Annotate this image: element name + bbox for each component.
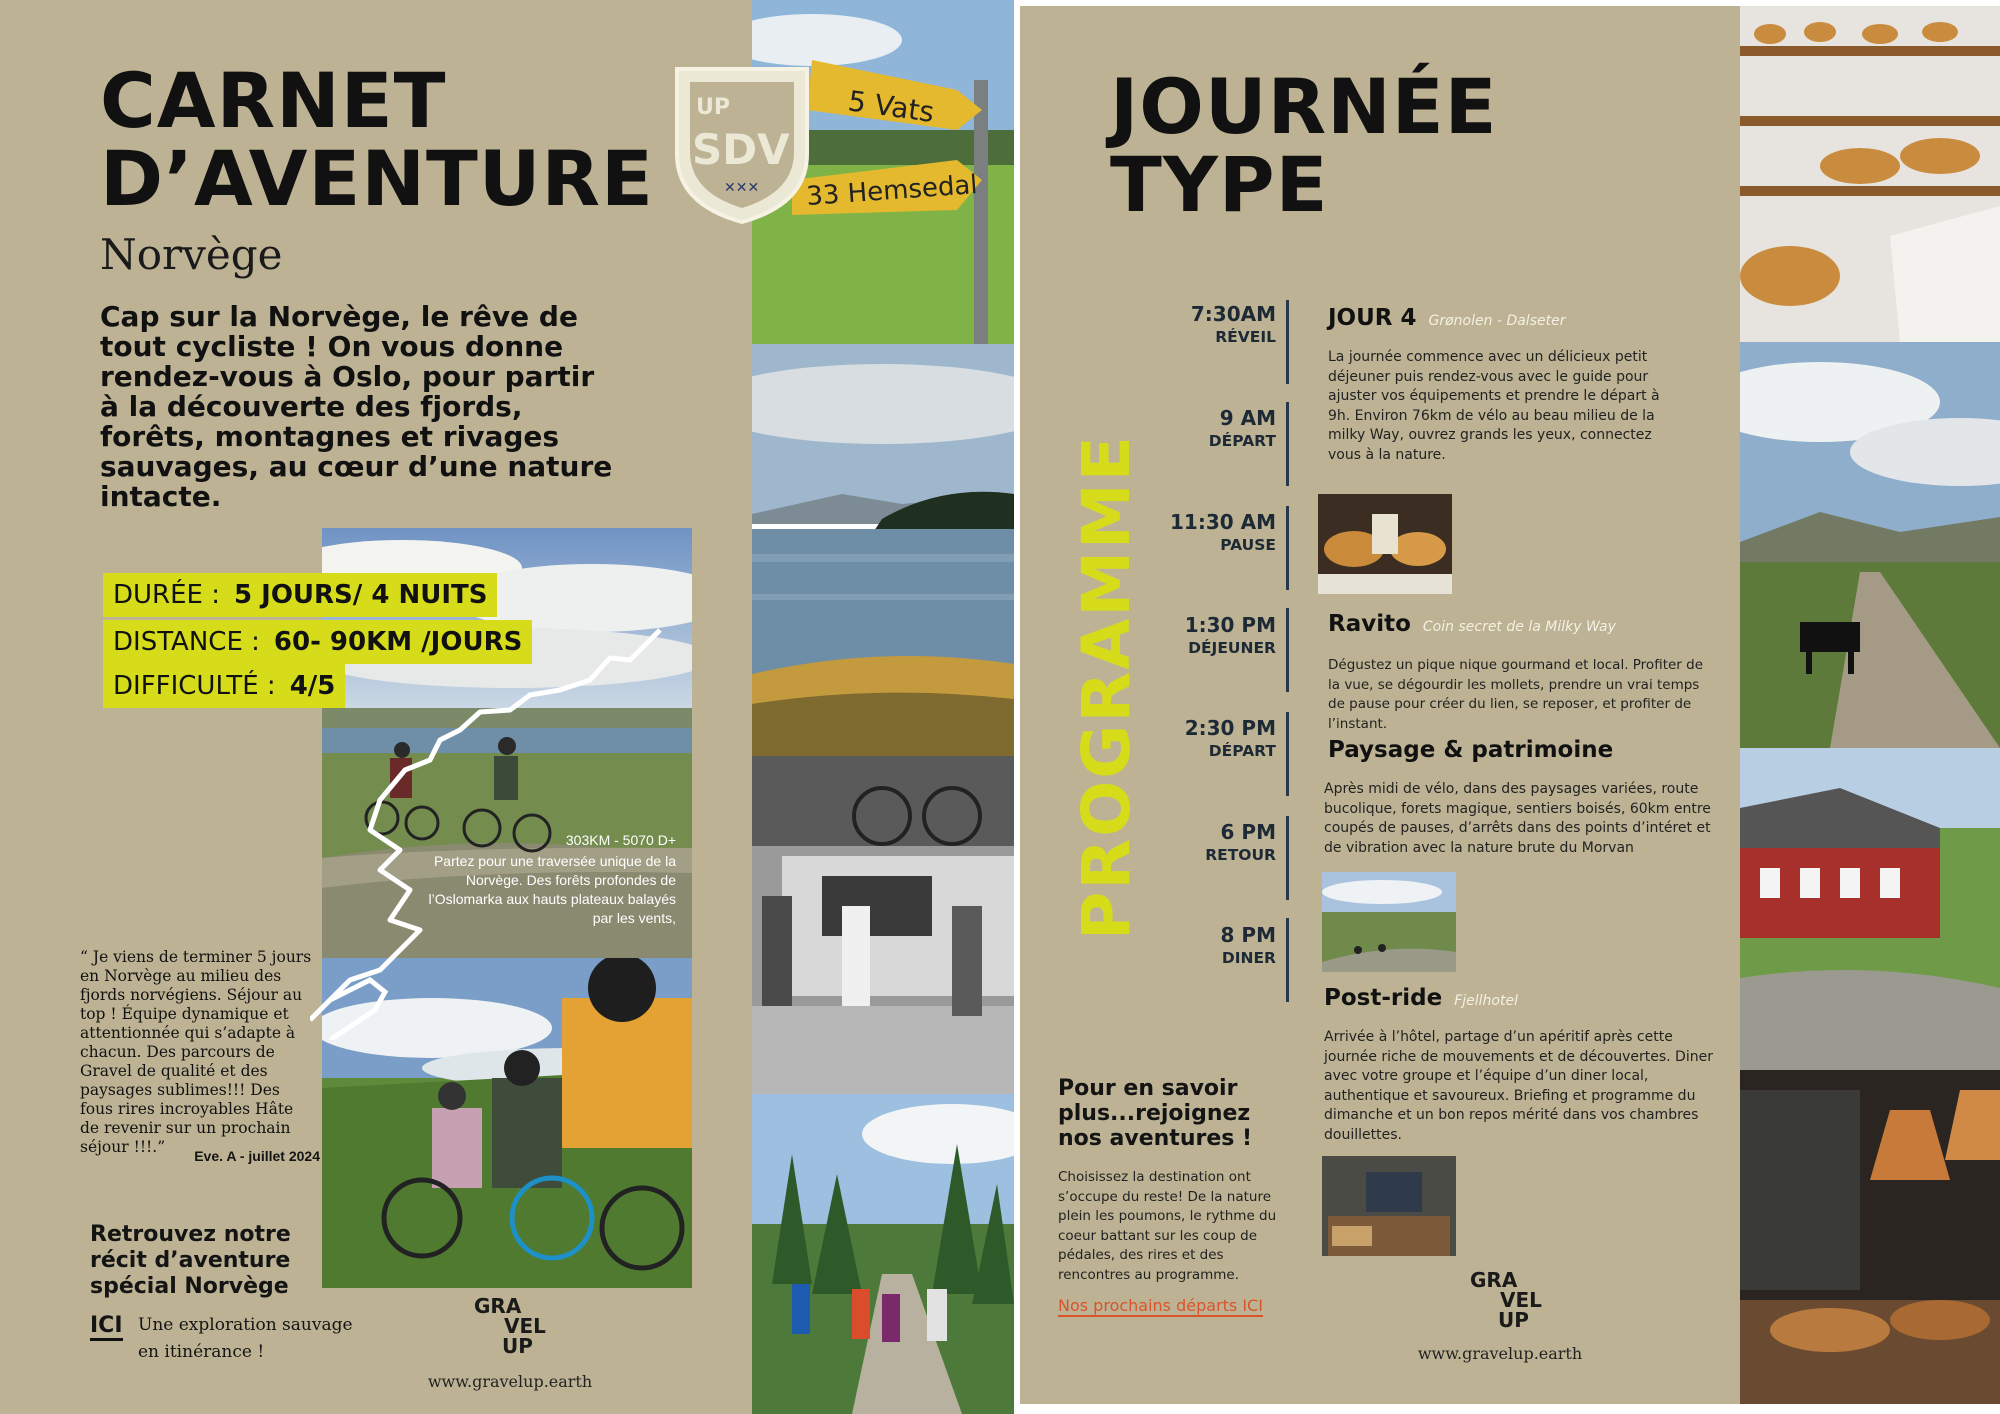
schedule-4-time: 2:30 PM <box>1184 716 1276 740</box>
schedule-bar-0 <box>1286 300 1289 384</box>
schedule-2-time: 11:30 AM <box>1169 510 1276 534</box>
right-title-line2: TYPE <box>1110 140 1329 229</box>
intro-text: Cap sur la Norvège, le rêve de tout cycliste ! On vous donne rendez-vous à Oslo, pour partir à la découverte des fjords, forêts, montagnes et rivages sauvages, au cœur d’une nature intacte. <box>100 300 613 513</box>
left-logo-line2: VEL <box>504 1314 546 1338</box>
cta-title: Pour en savoir plus...rejoignez nos aventures ! <box>1058 1076 1253 1151</box>
schedule-1 <box>1076 406 1276 452</box>
paysage-title: Paysage & patrimoine <box>1328 737 1614 763</box>
left-subtitle: Norvège <box>100 230 283 279</box>
day-title <box>1328 304 1565 335</box>
schedule-2 <box>1076 510 1276 556</box>
left-url: www.gravelup.earth <box>427 1372 593 1391</box>
ravito-text: Dégustez un pique nique gourmand et local. Profiter de la vue, se dégourdir les mollets, prendre un vrai temps de pause pour créer du lien, se reposer, et profiter de l’instant. <box>1328 657 1704 732</box>
route-stats: 303KM - 5070 D+ <box>565 832 676 848</box>
testimonial-quote: “ Je viens de terminer 5 jours en Norvège au milieu des fjords norvégiens. Séjour au top ! Équipe dynamique et attentionnée qui s’adapte à chacun. Des parcours de Gravel de qualité et des paysages sublimes!!! Des fous rires incroyables Hâte de revenir sur un prochain séjour !!!.” <box>80 948 312 1156</box>
postride-title-text: Post-ride <box>1324 985 1443 1011</box>
left-title-line1: CARNET <box>100 56 447 145</box>
stat-difficulte-label: DIFFICULTÉ : <box>113 671 276 701</box>
right-title-line1: JOURNÉE <box>1110 62 1498 151</box>
postride-place: Fjellhotel <box>1454 993 1518 1009</box>
sign-vats: 5 Vats <box>846 84 937 129</box>
left-title-line2: D’AVENTURE <box>100 134 654 223</box>
schedule-3-label: DÉJEUNER <box>1188 639 1276 657</box>
ici-link[interactable]: ICI <box>90 1314 123 1341</box>
lake-photo <box>752 344 1014 756</box>
schedule-0 <box>1076 302 1276 348</box>
route-text: Partez pour une traversée unique de la Norvège. Des forêts profondes de l’Oslomarka aux hauts plateaux balayés par les vents, <box>428 853 676 926</box>
schedule-6 <box>1076 923 1276 969</box>
right-title <box>1110 62 1530 229</box>
schedule-0-time: 7:30AM <box>1190 302 1276 326</box>
schedule-bar-5 <box>1286 816 1289 900</box>
postride-text: Arrivée à l’hôtel, partage d’un apéritif après cette journée riche de mouvements et de découvertes. Diner avec votre groupe et l’équipe d’un diner local, authentique et savoureux. Briefing et programme du dimanche et un bon repos mérité dans vos chambres douillettes. <box>1324 1029 1713 1143</box>
stat-difficulte <box>103 664 345 708</box>
schedule-3 <box>1076 613 1276 659</box>
right-logo-line1: GRA <box>1470 1268 1518 1292</box>
schedule-4-label: DÉPART <box>1208 742 1276 760</box>
interior-thumb-photo <box>1322 1156 1456 1256</box>
cta-text: Choisissez la destination ont s’occupe du reste! De la nature plein les poumons, le rythme du coeur battant sur les coup de pédales, des rires et des rencontres au programme. <box>1058 1169 1277 1283</box>
schedule-2-label: PAUSE <box>1220 536 1276 554</box>
stat-distance-label: DISTANCE : <box>113 627 260 657</box>
postride-title <box>1324 984 1518 1015</box>
pause-snack-photo <box>1318 494 1452 594</box>
testimonial-author: Eve. A - juillet 2024 <box>194 1148 320 1164</box>
schedule-5-time: 6 PM <box>1220 820 1276 844</box>
recit-title: Retrouvez notre récit d’aventure spécial Norvège <box>90 1222 291 1299</box>
ravito-title-text: Ravito <box>1328 611 1411 637</box>
cta-link[interactable]: Nos prochains départs ICI <box>1058 1296 1263 1315</box>
schedule-bar-4 <box>1286 712 1289 796</box>
badge-main: SDV <box>692 125 790 174</box>
right-url: www.gravelup.earth <box>1417 1344 1583 1363</box>
right-logo <box>1470 1270 1560 1330</box>
schedule-0-label: RÉVEIL <box>1215 328 1276 346</box>
badge-top: UP <box>696 95 730 120</box>
schedule-4 <box>1076 716 1276 762</box>
stat-distance-value: 60- 90KM /JOURS <box>273 627 523 657</box>
left-logo-line1: GRA <box>474 1294 522 1318</box>
schedule-bar-6 <box>1286 918 1289 1002</box>
stat-duree-value: 5 JOURS/ 4 NUITS <box>234 580 488 610</box>
stat-duree-label: DURÉE : <box>113 580 220 610</box>
day-place: Grønolen - Dalseter <box>1428 313 1566 329</box>
ravito-place: Coin secret de la Milky Way <box>1422 619 1616 635</box>
stat-duree <box>103 573 497 617</box>
ravito-title <box>1328 610 1616 641</box>
schedule-1-time: 9 AM <box>1219 406 1276 430</box>
route-line <box>310 600 680 1040</box>
kitchen-pans-photo <box>1740 1070 2000 1404</box>
right-logo-line3: UP <box>1498 1308 1529 1332</box>
left-logo <box>474 1296 564 1356</box>
badge-marks: ✕✕✕ <box>724 180 760 196</box>
paysage-text: Après midi de vélo, dans des paysages variées, route bucolique, forets magique, sentiers boisés, 60km entre coupés de pauses, d’arrêts dans des points d’intéret et de vibration avec la nature brute du Morvan <box>1324 781 1711 856</box>
schedule-3-time: 1:30 PM <box>1184 613 1276 637</box>
bakery-photo <box>1740 6 2000 342</box>
forest-ride-photo <box>752 1094 1014 1414</box>
landscape-thumb-photo <box>1322 872 1456 972</box>
schedule-5 <box>1076 820 1276 866</box>
left-logo-line3: UP <box>502 1334 533 1358</box>
programme-vertical-label: PROGRAMME <box>1068 434 1145 940</box>
day-title-text: JOUR 4 <box>1328 305 1417 331</box>
schedule-6-time: 8 PM <box>1220 923 1276 947</box>
stat-distance <box>103 620 532 664</box>
sign-hemsedal: 33 Hemsedal <box>805 170 979 212</box>
schedule-bar-1 <box>1286 402 1289 486</box>
stat-difficulte-value: 4/5 <box>289 671 336 701</box>
schedule-5-label: RETOUR <box>1205 846 1276 864</box>
schedule-1-label: DÉPART <box>1208 432 1276 450</box>
red-hotel-photo <box>1740 748 2000 1070</box>
schedule-6-label: DINER <box>1221 949 1276 967</box>
right-logo-line2: VEL <box>1500 1288 1542 1312</box>
left-title <box>100 56 660 223</box>
van-group-photo <box>752 756 1014 1094</box>
ici-text: Une exploration sauvage en itinérance ! <box>138 1315 353 1362</box>
schedule-bar-3 <box>1286 608 1289 692</box>
cows-road-photo <box>1740 342 2000 748</box>
day-text: La journée commence avec un délicieux petit déjeuner puis rendez-vous avec le guide pour ajuster vos équipements et prendre le départ à 9h. Environ 76km de vélo au beau milieu de la milky Way, ouvrez grands les yeux, connectez vous à la nature. <box>1328 349 1660 463</box>
sdv-badge <box>672 64 812 224</box>
schedule-bar-2 <box>1286 506 1289 590</box>
